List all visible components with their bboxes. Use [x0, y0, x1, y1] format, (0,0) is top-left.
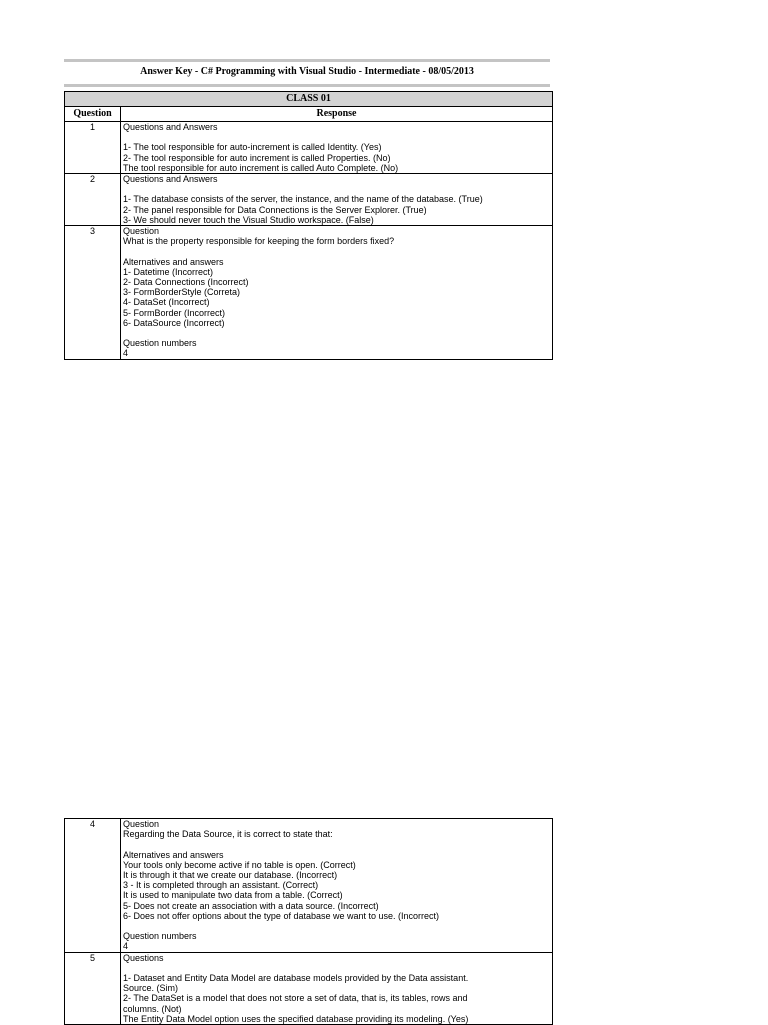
header-rule-bottom	[64, 84, 550, 87]
response-line: It is used to manipulate two data from a table. (Correct)	[123, 890, 343, 901]
response-line: Regarding the Data Source, it is correct to state that:	[123, 829, 333, 840]
response-line: 4	[123, 348, 129, 359]
response-line: Question	[123, 819, 160, 829]
response-line: 5- Does not create an association with a data source. (Incorrect)	[123, 900, 379, 911]
response-line	[123, 184, 550, 194]
document-title: Answer Key - C# Programming with Visual Studio - Intermediate - 08/05/2013	[140, 66, 474, 77]
response-line	[123, 246, 550, 256]
response-line: 5- FormBorder (Incorrect)	[123, 307, 226, 318]
response-cell	[121, 819, 553, 953]
table-row	[65, 174, 553, 226]
response-line: 6- Does not offer options about the type of database we want to use. (Incorrect)	[123, 910, 440, 921]
response-line	[123, 921, 550, 931]
question-number: 5	[65, 952, 121, 1024]
response-line: 4- DataSet (Incorrect)	[123, 297, 210, 308]
response-line: The Entity Data Model option uses the specified database providing its modeling. (Yes)	[123, 1013, 469, 1024]
response-cell	[121, 226, 553, 360]
response-cell	[121, 174, 553, 226]
response-line	[123, 328, 550, 338]
response-line: Source. (Sim)	[123, 983, 179, 994]
question-number: 2	[65, 174, 121, 226]
response-line: 4	[123, 941, 129, 952]
response-line: Alternatives and answers	[123, 849, 224, 860]
question-number: 3	[65, 226, 121, 360]
response-line: Question numbers	[123, 338, 197, 349]
response-line: What is the property responsible for keeping the form borders fixed?	[123, 236, 395, 247]
response-line: 3 - It is completed through an assistant. (Correct)	[123, 880, 319, 891]
response-line: 6- DataSource (Incorrect)	[123, 317, 225, 328]
table-row	[65, 952, 553, 1024]
response-line	[123, 963, 550, 973]
response-line	[123, 839, 550, 849]
response-line: 2- The tool responsible for auto increment is called Properties. (No)	[123, 152, 391, 163]
response-line: 3- FormBorderStyle (Correta)	[123, 287, 241, 298]
table-row	[65, 226, 553, 360]
response-line: 3- We should never touch the Visual Studio workspace. (False)	[123, 214, 374, 225]
response-line: It is through it that we create our database. (Incorrect)	[123, 870, 338, 880]
response-line: Question numbers	[123, 931, 197, 942]
response-line: 2- Data Connections (Incorrect)	[123, 277, 249, 287]
response-line: Questions	[123, 952, 164, 963]
response-line: columns. (Not)	[123, 1003, 182, 1014]
answer-key-table-continued	[64, 818, 553, 1025]
response-line: Alternatives and answers	[123, 256, 224, 267]
response-cell	[121, 952, 553, 1024]
class-label: CLASS 01	[65, 92, 553, 107]
response-line: 1- Datetime (Incorrect)	[123, 266, 214, 277]
column-header-question: Question	[65, 107, 121, 122]
response-line: Your tools only become active if no table is open. (Correct)	[123, 859, 356, 870]
response-line: 1- The tool responsible for auto-increment is called Identity. (Yes)	[123, 142, 382, 153]
response-line: 1- The database consists of the server, the instance, and the name of the database. (True)	[123, 194, 483, 205]
response-line: Questions and Answers	[123, 122, 218, 132]
response-line: 2- The DataSet is a model that does not store a set of data, that is, its tables, rows and	[123, 993, 468, 1004]
response-cell	[121, 122, 553, 174]
response-line: Questions and Answers	[123, 174, 218, 184]
response-line: 2- The panel responsible for Data Connections is the Server Explorer. (True)	[123, 204, 427, 215]
response-line: Question	[123, 226, 160, 236]
header-rule-top	[64, 59, 550, 62]
response-line: The tool responsible for auto increment is called Auto Complete. (No)	[123, 162, 399, 173]
question-number: 4	[65, 819, 121, 953]
response-line: 1- Dataset and Entity Data Model are database models provided by the Data assistant.	[123, 973, 469, 983]
column-header-response: Response	[121, 107, 553, 122]
response-line	[123, 132, 550, 142]
question-number: 1	[65, 122, 121, 174]
table-row	[65, 122, 553, 174]
answer-key-table	[64, 91, 553, 360]
table-row	[65, 819, 553, 953]
